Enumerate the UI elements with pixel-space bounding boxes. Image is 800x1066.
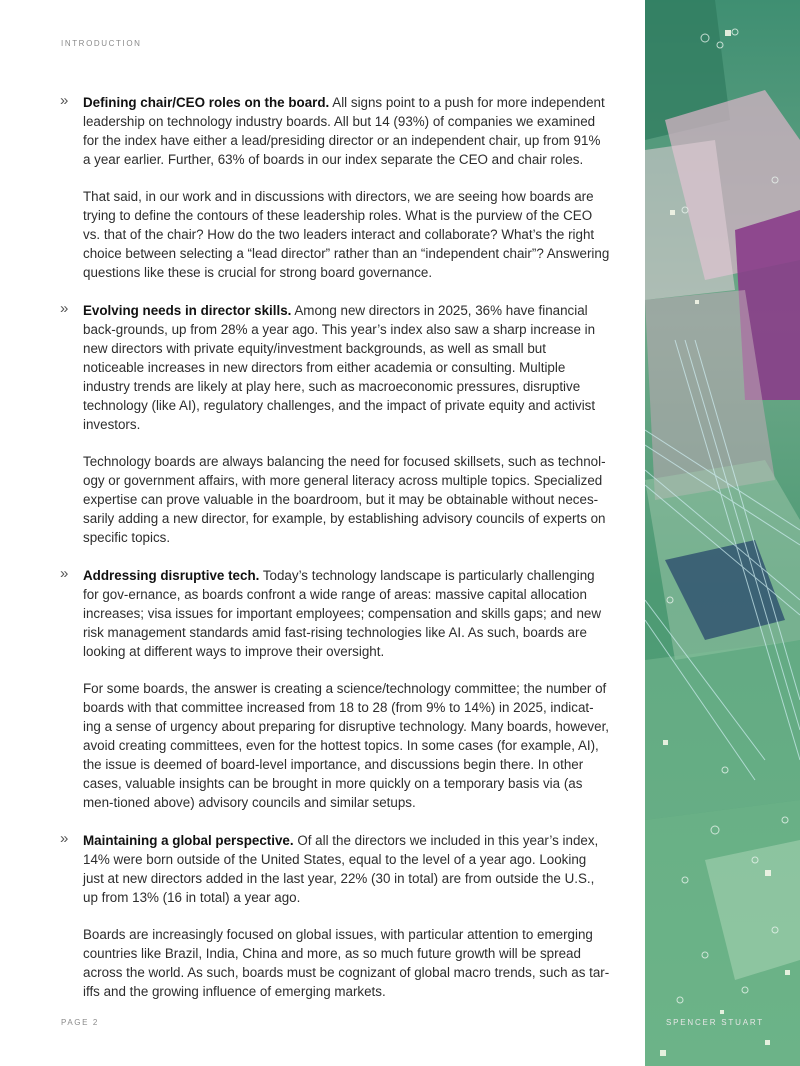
bullet-body: Today’s technology landscape is particularly challenging for gov-ernance, as boards confront a wide range of areas: massive capital allocation increases; visa issues for important employees; compensation and skills gaps; and new risk management standards amid fast-rising technologies like AI. As such, boards are looking at different ways to improve their oversight. xyxy=(83,568,602,659)
article-body xyxy=(60,93,610,1001)
bullet-chevron-icon: » xyxy=(60,92,69,109)
bullet-heading: Maintaining a global perspective. xyxy=(83,833,294,848)
bullet-chevron-icon: » xyxy=(60,565,69,582)
bullet-body: Of all the directors we included in this year’s index, 14% were born outside of the United States, equal to the level of a year ago. Looking just at new directors added in the last year, 22% (30 in total) are from outside the U.S., up from 13% (16 in total) a year ago. xyxy=(83,833,599,905)
section-label: INTRODUCTION xyxy=(61,39,142,48)
bullet-paragraph xyxy=(83,301,610,434)
bullet-chevron-icon: » xyxy=(60,830,69,847)
decorative-circuit-image xyxy=(645,0,800,1066)
page-number: PAGE 2 xyxy=(61,1018,99,1027)
bullet-paragraph xyxy=(83,831,610,907)
bullet-paragraph xyxy=(83,93,610,169)
bullet-section-global-perspective xyxy=(60,831,610,907)
bullet-body: All signs point to a push for more independent leadership on technology industry boards. All but 14 (93%) of companies we examined for the index have either a lead/presiding director or an independent chair, up from 91% a year earlier. Further, 63% of boards in our index separate the CEO and chair roles. xyxy=(83,95,605,167)
bullet-section-chair-ceo xyxy=(60,93,610,169)
bullet-paragraph xyxy=(83,566,610,661)
brand-footer: SPENCER STUART xyxy=(666,1018,764,1027)
bullet-heading: Evolving needs in director skills. xyxy=(83,303,292,318)
bullet-section-disruptive-tech xyxy=(60,566,610,661)
bullet-body: Among new directors in 2025, 36% have financial back-grounds, up from 28% a year ago. This year’s index also saw a sharp increase in new directors with private equity/investment backgrounds, as well as small but noticeable increases in new directors from either academia or consulting. Multiple industry trends are likely at play here, such as macroeconomic pressures, disruptive technology (like AI), regulatory challenges, and the impact of private equity and activist investors. xyxy=(83,303,596,432)
bullet-section-director-skills xyxy=(60,301,610,434)
continuation-paragraph: Technology boards are always balancing the need for focused skillsets, such as technol-ogy or government affairs, with more general literacy across multiple topics. Specialized expertise can prove valuable in the boardroom, but it may be obtainable without neces-sarily adding a new director, for example, by establishing advisory councils of experts on specific topics. xyxy=(83,454,606,545)
bullet-heading: Defining chair/CEO roles on the board. xyxy=(83,95,330,110)
continuation-paragraph: For some boards, the answer is creating a science/technology committee; the number of boards with that committee increased from 18 to 28 (from 9% to 14%) in 2025, indicat-ing a sense of urgency about preparing for disruptive technology. Many boards, however, avoid creating committees, even for the hottest topics. In some cases (for example, AI), the issue is deemed of board-level importance, and discussions begin there. In other cases, valuable insights can be brought in more quickly on a temporary basis via (as men-tioned above) advisory councils and similar setups. xyxy=(83,681,610,810)
bullet-chevron-icon: » xyxy=(60,300,69,317)
continuation-paragraph: Boards are increasingly focused on global issues, with particular attention to emerging countries like Brazil, India, China and more, as so much future growth will be spread across the world. As such, boards must be cognizant of global macro trends, such as tar-iffs and the growing influence of emerging markets. xyxy=(83,927,610,999)
bullet-heading: Addressing disruptive tech. xyxy=(83,568,260,583)
continuation-paragraph: That said, in our work and in discussions with directors, we are seeing how boards are trying to define the contours of these leadership roles. What is the purview of the CEO vs. that of the chair? How do the two leaders interact and collaborate? What’s the right choice between selecting a “lead director” rather than an “independent chair”? Answering questions like these is crucial for strong board governance. xyxy=(83,189,610,280)
